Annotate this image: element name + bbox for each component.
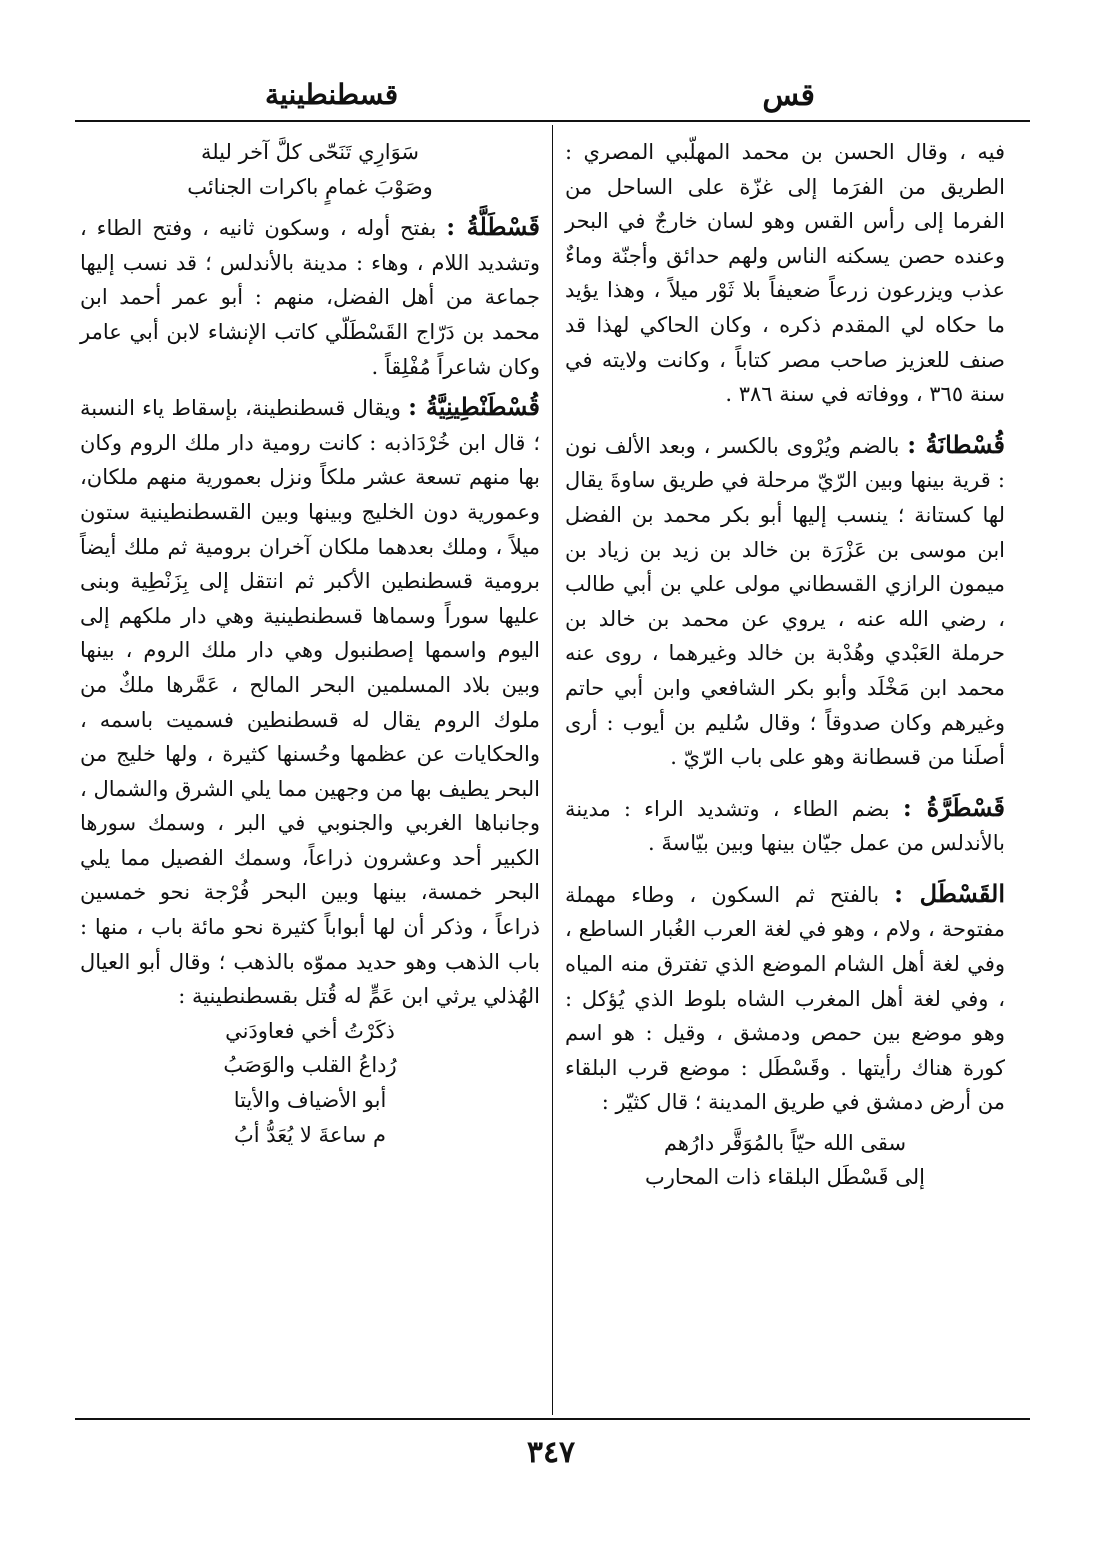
verse-line: وصَوْبَ غمامٍ باكرات الجنائب (187, 174, 433, 199)
verse-line: أبو الأضياف والأيتا (233, 1088, 387, 1113)
headword: القَسْطَل : (894, 878, 1006, 908)
entry-text: ويقال قسطنطينة، بإسقاط ياء النسبة ؛ قال ابن خُرْدَاذبه : كانت رومية دار ملك الروم وكان بها منهم تسعة عشر ملكاً ونزل بعمورية منهم ملكان، وعمورية دون الخليج وبينها وبين القسطنطينية ستون ميلاً ، وملك بعدهما ملكان آخران برومية ثم ملك أيضاً برومية قسطنطين الأكبر ثم انتقل إلى بِزَنْطِية وبنى عليها سوراً وسماها قسطنطينية وهي دار ملكهم إلى اليوم واسمها إصطنبول وهي دار ملك الروم ، بينها وبين بلاد المسلمين البحر المالح ، عَمَّرها ملكٌ من ملوك الروم يقال له قسطنطين فسميت باسمه ، والحكايات عن عظمها وحُسنها كثيرة ، ولها خليج من البحر يطيف بها من وجهين مما يلي الشرق والشمال ، وجانباها الغربي والجنوبي في البر ، وسمك سورها الكبير أحد وعشرون ذراعاً، وسمك الفصيل مما يلي البحر خمسة، بينها وبين البحر فُرْجة نحو خمسين ذراعاً ، وذكر أن لها أبواباً كثيرة نحو مائة باب ، منها : باب الذهب وهو حديد مموّه بالذهب ؛ وقال أبو العيال الهُذلي يرثي ابن عَمٍّ له قُتل بقسطنطينية : (80, 396, 540, 1009)
entry-qastarra (565, 791, 1005, 861)
headword: قُسْطَنْطِينِيَّةُ : (408, 392, 540, 422)
opening-verse (80, 135, 540, 204)
entry-qustana (565, 428, 1005, 775)
top-rule (75, 120, 1030, 122)
entry-alqastal (565, 877, 1005, 1120)
verse-line: سَوَارِي تَنَحّى كلَّ آخر ليلة (200, 140, 420, 164)
entry-text: بفتح أوله ، وسكون ثانيه ، وفتح الطاء ، وتشديد اللام ، وهاء : مدينة بالأندلس ؛ قد نسب إليها جماعة من أهل الفضل، منهم : أبو عمر أحمد ابن محمد بن دَرّاج القَسْطَلّي كاتب الإنشاء لابن أبي عامر وكان شاعراً مُفْلِقاً . (80, 216, 540, 379)
column-divider (552, 125, 553, 1415)
headword: قُسْطانَةُ : (907, 429, 1005, 459)
closing-verse (80, 1014, 540, 1152)
verse-line: سقى الله حيّاً بالمُوَقَّر دارُهم (663, 1131, 907, 1156)
right-verse (565, 1126, 1005, 1194)
entry-qastalla (80, 210, 540, 384)
verse-line: إلى قَسْطَل البلقاء ذات المحارب (645, 1165, 925, 1190)
verse-line: ذكَرْتُ أخي فعاودَني (225, 1018, 395, 1043)
page-header (75, 70, 1025, 118)
right-intro: فيه ، وقال الحسن بن محمد المهلّبي المصري : الطريق من الفرَما إلى غزّة على الساحل من الفرما إلى رأس القس وهو لسان خارجٌ في البحر وعنده حصن يسكنه الناس ولهم حدائق وأجنّة وماءٌ عذب ويزرعون زرعاً ضعيفاً بلا ثَوْر ميلاً ، وهذا يؤيد ما حكاه لي المقدم ذكره ، وكان الحاكي لهذا قد صنف للعزيز صاحب مصر كتاباً ، وكانت ولايته في سنة ٣٦٥ ، ووفاته في سنة ٣٨٦ . (565, 140, 1005, 407)
left-column (80, 135, 540, 1152)
entry-qustantiniyya (80, 390, 540, 1014)
header-left: قسطنطينية (265, 78, 399, 111)
page-number: ٣٤٧ (526, 1435, 576, 1470)
headword: قَسْطَرَّةُ : (902, 792, 1005, 822)
verse-line: م ساعةَ لا يُعَدُّ أبُ (233, 1122, 387, 1147)
header-right: قس (762, 78, 815, 113)
verse-line: رُداعُ القلب والوَصَبُ (223, 1053, 397, 1078)
entry-text: بضم الطاء ، وتشديد الراء : مدينة بالأندلس من عمل جيّان بينها وبين بيّاسةَ . (565, 796, 1005, 856)
right-column (565, 135, 1005, 1194)
entry-text: بالفتح ثم السكون ، وطاء مهملة مفتوحة ، ولام ، وهو في لغة العرب الغُبار الساطع ، وفي لغة أهل الشام الموضع الذي تفترق منه المياه ، وفي لغة أهل المغرب الشاه بلوط الذي يُؤكل : وهو موضع بين حمص ودمشق ، وقيل : هو اسم كورة هناك رأيتها . وقَسْطَل : موضع قرب البلقاء من أرض دمشق في طريق المدينة ؛ قال كثيّر : (565, 882, 1005, 1115)
headword: قَسْطَلَّةُ : (446, 212, 540, 242)
entry-text: بالضم ويُرْوى بالكسر ، وبعد الألف نون : قرية بينها وبين الرّيّ مرحلة في طريق ساوةَ يقال لها كستانة ؛ ينسب إليها أبو بكر محمد بن الفضل ابن موسى بن عَزْرَة بن خالد بن زيد بن زياد بن ميمون الرازي القسطاني مولى علي بن أبي طالب ، رضي الله عنه ، يروي عن محمد بن خالد بن حرملة العَبْدي وهُدْبة بن خالد وغيرهما ، روى عنه محمد ابن مَخْلَد وأبو بكر الشافعي وابن أبي حاتم وغيرهم وكان صدوقاً ؛ وقال سُليم بن أيوب : أرى أصلَنا من قسطانة وهو على باب الرّيّ . (565, 433, 1005, 770)
bottom-rule (75, 1418, 1030, 1420)
